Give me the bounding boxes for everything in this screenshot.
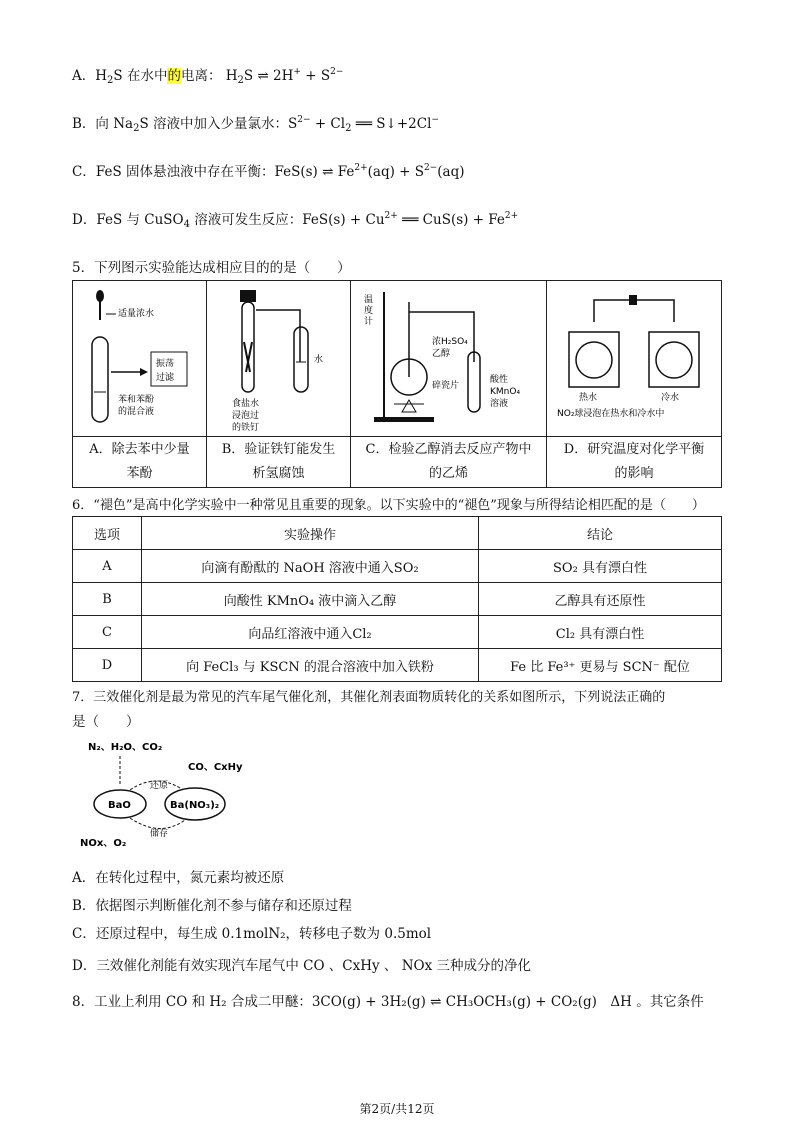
svg-text:的混合液: 的混合液 <box>117 406 154 417</box>
q7-option-b: B．依据图示判断催化剂不参与储存和还原过程 <box>72 898 352 914</box>
q7-option-a: A．在转化过程中，氮元素均被还原 <box>72 870 285 886</box>
svg-text:苯和苯酚: 苯和苯酚 <box>117 394 154 405</box>
q6-table <box>72 516 722 682</box>
table-header-row: 选项 实验操作 结论 <box>73 517 722 550</box>
svg-text:热水: 热水 <box>579 392 598 403</box>
svg-text:过滤: 过滤 <box>155 372 174 383</box>
svg-text:溶液: 溶液 <box>489 398 508 409</box>
q5-caption-b: B．验证铁钉能发生 析氢腐蚀 <box>207 437 351 488</box>
q4-option-b: B．向 $Na_2S$ 溶液中加入少量氯水：$S^{2-} + Cl_2$ ══ S↓+2Cl− <box>72 115 439 134</box>
q6-stem: 6．“褪色”是高中化学实验中一种常见且重要的现象。以下实验中的“褪色”现象与所得结论相匹配的是（ ） <box>72 498 705 513</box>
q4-option-d: D．FeS 与 CuSO$_4$ 溶液可发生反应：$FeS(s) + Cu^{2+}$ ══ $CuS(s) + Fe^{2+}$ <box>72 211 519 230</box>
q5-caption-d: D．研究温度对化学平衡 的影响 <box>547 437 722 488</box>
diagram-reduce-label: 还原 <box>150 781 169 791</box>
svg-text:KMnO₄: KMnO₄ <box>489 386 520 397</box>
svg-text:的铁钉: 的铁钉 <box>231 422 259 432</box>
diagram-reductant-label: CO、CxHy <box>188 762 243 773</box>
svg-text:振荡: 振荡 <box>155 358 174 369</box>
q5-fig-c <box>351 281 547 437</box>
svg-text:NO₂球浸泡在热水和冷水中: NO₂球浸泡在热水和冷水中 <box>557 408 665 419</box>
q7-stem-1: 7．三效催化剂是最为常见的汽车尾气催化剂，其催化剂表面物质转化的关系如图所示，下列说法正确的 <box>72 690 666 705</box>
q7-stem-2: 是（ ） <box>72 714 140 730</box>
store-arrow <box>130 818 185 829</box>
q7-diagram <box>80 738 260 850</box>
table-row: C 向品红溶液中通入Cl₂ Cl₂ 具有漂白性 <box>73 616 722 649</box>
svg-text:冷水: 冷水 <box>661 392 680 403</box>
table-row: D 向 FeCl₃ 与 KSCN 的混合溶液中加入铁粉 Fe 比 Fe³⁺ 更易与 SCN⁻ 配位 <box>73 649 722 682</box>
svg-text:温: 温 <box>363 294 373 305</box>
q7-option-d: D．三效催化剂能有效实现汽车尾气中 CO 、CxHy 、 NOx 三种成分的净化 <box>72 958 532 974</box>
svg-text:酸性: 酸性 <box>489 374 508 385</box>
q5-fig-b <box>207 281 351 437</box>
q5-caption-c: C．检验乙醇消去反应产物中 的乙烯 <box>351 437 547 488</box>
q5-fig-d <box>547 281 722 437</box>
q5-stem: 5．下列图示实验能达成相应目的的是（ ） <box>72 260 351 276</box>
diagram-products-label: N₂、H₂O、CO₂ <box>88 742 163 753</box>
svg-text:水: 水 <box>313 354 323 365</box>
q4-option-c: C．FeS 固体悬浊液中存在平衡：FeS(s) ⇌ $Fe^{2+}(aq) + S^{2-}(aq)$ <box>72 163 465 180</box>
q5-table <box>72 280 722 488</box>
diagram-nox-label: NOx、O₂ <box>80 838 127 849</box>
ba-nitrate-label: Ba(NO₃)₂ <box>170 800 220 811</box>
svg-text:浸泡过: 浸泡过 <box>231 410 259 421</box>
table-row: B 向酸性 KMnO₄ 液中滴入乙醇 乙醇具有还原性 <box>73 583 722 616</box>
svg-text:食盐水: 食盐水 <box>231 398 259 409</box>
svg-text:乙醇: 乙醇 <box>431 348 450 359</box>
q5-fig-a <box>73 281 207 437</box>
page-footer: 第2页/共12页 <box>359 1102 435 1116</box>
bao-label: BaO <box>108 800 131 811</box>
svg-text:碎瓷片: 碎瓷片 <box>431 380 459 391</box>
q4-option-a: A．$H_2S$ 在水中的电离： $H_2S$ ⇌ $2H^+ + S^{2-}$ <box>72 67 344 86</box>
svg-text:度: 度 <box>363 305 373 316</box>
svg-text:适量浓水: 适量浓水 <box>117 308 154 319</box>
svg-text:计: 计 <box>363 316 373 327</box>
q5-caption-a: A．除去苯中少量 苯酚 <box>73 437 207 488</box>
diagram-store-label: 储存 <box>150 829 169 839</box>
q7-option-c: C．还原过程中，每生成 0.1molN₂，转移电子数为 0.5mol <box>72 926 432 942</box>
q8-stem: 8．工业上利用 CO 和 H₂ 合成二甲醚：3CO(g) + 3H₂(g) ⇌ CH₃OCH₃(g) + CO₂(g) ΔH 。其它条件 <box>72 994 704 1010</box>
table-row: A 向滴有酚酞的 NaOH 溶液中通入SO₂ SO₂ 具有漂白性 <box>73 550 722 583</box>
svg-text:浓H₂SO₄: 浓H₂SO₄ <box>431 336 468 347</box>
